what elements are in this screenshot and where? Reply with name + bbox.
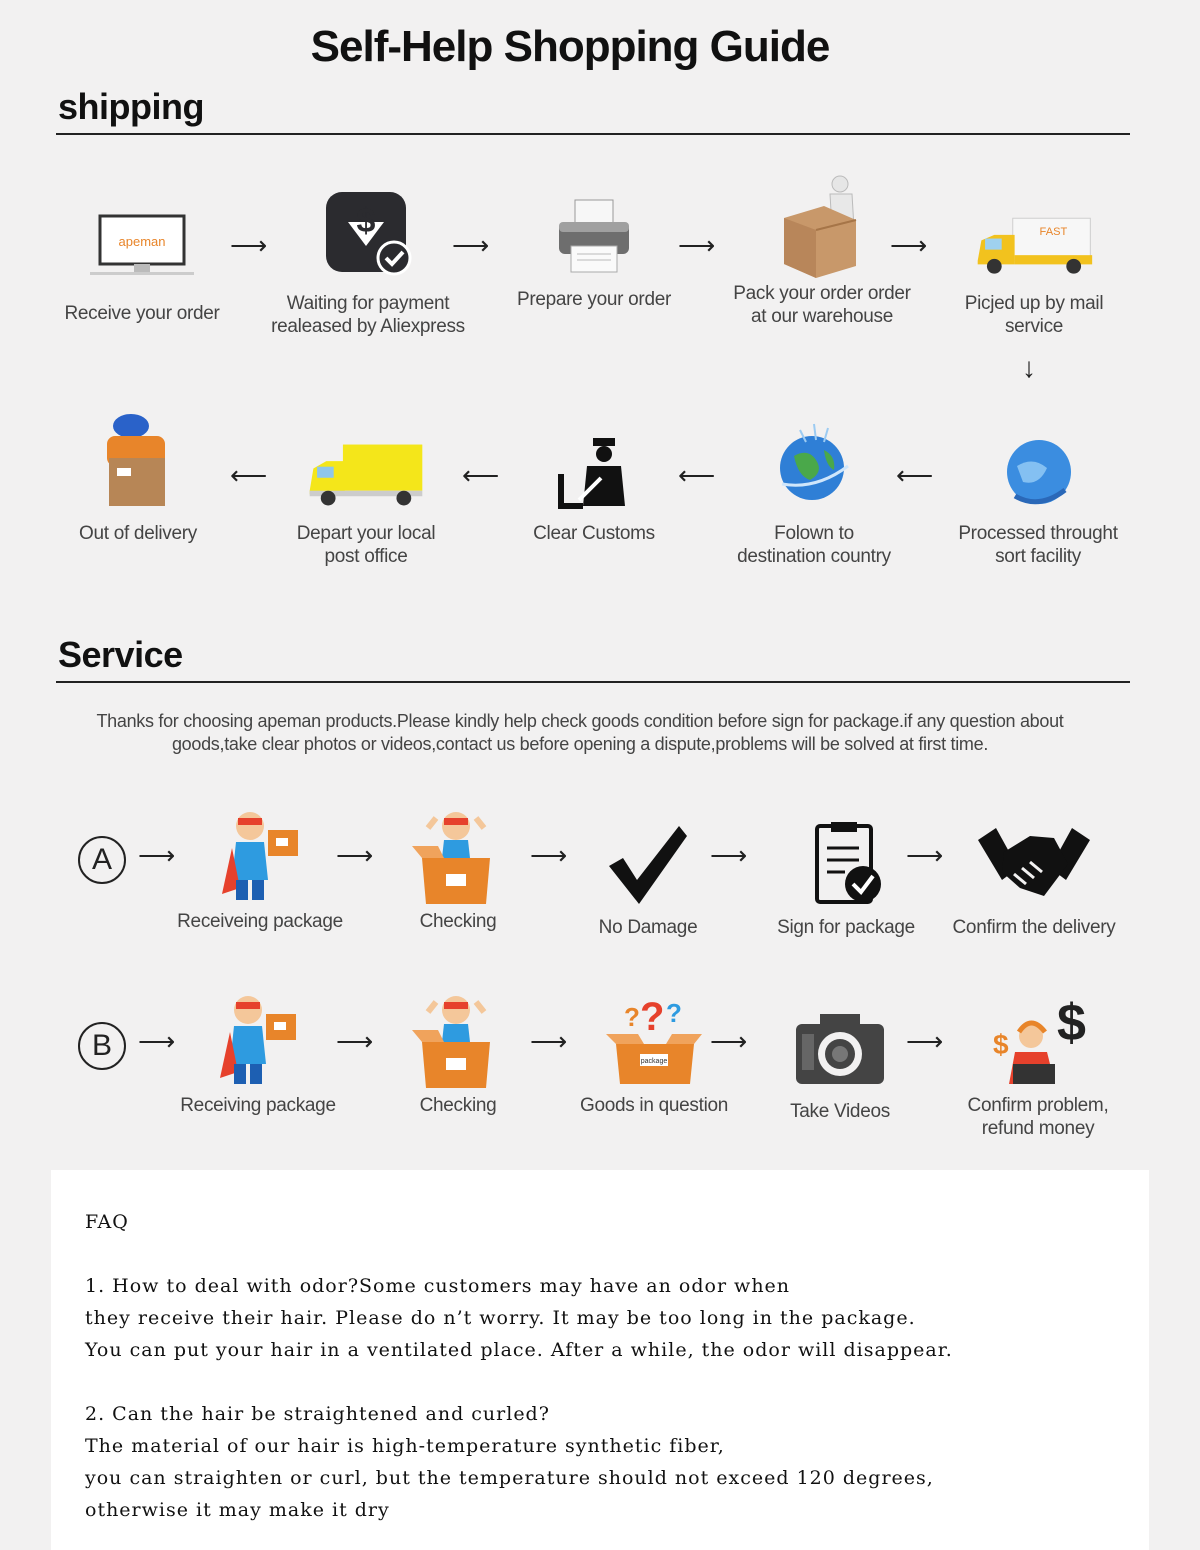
step-label: Folown to xyxy=(774,523,854,544)
step-a-sign xyxy=(746,808,946,939)
step-b-take-videos xyxy=(740,992,940,1123)
globe-plane-icon xyxy=(754,410,874,510)
svg-text:package: package xyxy=(640,1058,668,1065)
step-label: Receiveing package xyxy=(177,911,343,932)
arrow-right: ⟶ xyxy=(890,230,928,260)
faq-line: The material of our hair is high-temperature synthetic fiber, xyxy=(85,1435,725,1457)
arrow-right: ⟶ xyxy=(678,230,716,260)
monitor-icon xyxy=(82,180,202,280)
step-label: Clear Customs xyxy=(533,523,655,544)
arrow-left: ⟵ xyxy=(230,460,268,490)
hero-in-box-icon xyxy=(398,808,518,908)
svg-text:FAST: FAST xyxy=(1039,225,1068,238)
arrow-right: ⟶ xyxy=(710,1026,748,1056)
faq-line: they receive their hair. Please do n’t worry. It may be too long in the package. xyxy=(85,1307,916,1329)
hero-box-icon xyxy=(200,808,320,908)
step-label: at our warehouse xyxy=(750,306,893,327)
svg-text:?: ? xyxy=(624,1002,640,1032)
step-label: Receive your order xyxy=(64,303,220,324)
faq-line: 1. How to deal with odor?Some customers may have an odor when xyxy=(85,1275,791,1297)
step-label: Checking xyxy=(419,1095,497,1116)
step-out-of-delivery xyxy=(38,410,238,545)
svg-text:$: $ xyxy=(993,1029,1009,1060)
step-label: Goods in question xyxy=(579,1095,729,1116)
step-depart-post-office xyxy=(266,410,466,568)
printer-icon xyxy=(534,180,654,280)
van-icon xyxy=(306,410,426,510)
arrow-right: ⟶ xyxy=(530,840,568,870)
row-a-marker: A xyxy=(78,836,126,884)
page-title: Self-Help Shopping Guide xyxy=(310,22,830,71)
faq-line: otherwise it may make it dry xyxy=(85,1499,390,1521)
step-b-checking xyxy=(358,992,558,1117)
courier-icon xyxy=(78,410,198,510)
question-box-icon xyxy=(594,992,714,1092)
step-label: realeased by Aliexpress xyxy=(271,316,465,337)
svg-text:$: $ xyxy=(356,202,376,240)
arrow-right: ⟶ xyxy=(452,230,490,260)
step-label: Out of delivery xyxy=(79,523,197,544)
arrow-right: ⟶ xyxy=(138,1026,176,1056)
faq-heading: FAQ xyxy=(85,1211,129,1233)
step-flown-destination xyxy=(714,410,914,568)
step-label: Waiting for payment xyxy=(286,293,450,314)
arrow-right: ⟶ xyxy=(230,230,268,260)
arrow-left: ⟵ xyxy=(896,460,934,490)
customs-icon xyxy=(534,410,654,510)
step-waiting-payment xyxy=(268,180,468,338)
step-label: refund money xyxy=(981,1118,1095,1139)
shipping-divider xyxy=(56,133,1130,135)
step-label: sort facility xyxy=(995,546,1081,567)
checkmark-icon xyxy=(588,808,708,908)
faq-line: You can put your hair in a ventilated place. After a while, the odor will disappear. xyxy=(85,1339,953,1361)
arrow-right: ⟶ xyxy=(906,1026,944,1056)
arrow-left: ⟵ xyxy=(462,460,500,490)
faq-line: 2. Can the hair be straightened and curled? xyxy=(85,1403,550,1425)
svg-text:$: $ xyxy=(1057,994,1086,1052)
hero-in-box-icon xyxy=(398,992,518,1092)
shipping-heading: shipping xyxy=(58,86,204,127)
arrow-left: ⟵ xyxy=(678,460,716,490)
arrow-right: ⟶ xyxy=(530,1026,568,1056)
hero-box-icon xyxy=(198,992,318,1092)
step-clear-customs xyxy=(494,410,694,545)
step-label: Receiving package xyxy=(180,1095,336,1116)
step-label: post office xyxy=(324,546,408,567)
step-label: Prepare your order xyxy=(516,289,672,310)
arrow-right: ⟶ xyxy=(906,840,944,870)
service-heading: Service xyxy=(58,634,183,675)
support-money-icon xyxy=(978,992,1098,1092)
clipboard-check-icon xyxy=(786,808,906,908)
arrow-right: ⟶ xyxy=(138,840,176,870)
intro-line: Thanks for choosing apeman products.Please kindly help check goods condition before sign for package.if any question about xyxy=(96,711,1064,731)
svg-text:apeman: apeman xyxy=(118,234,166,249)
step-label: Confirm the delivery xyxy=(952,917,1116,938)
svg-text:?: ? xyxy=(666,998,682,1028)
step-a-no-damage xyxy=(548,808,748,939)
step-processed-sort xyxy=(938,410,1138,568)
step-picked-up xyxy=(934,180,1134,338)
faq-line: you can straighten or curl, but the temperature should not exceed 120 degrees, xyxy=(85,1467,934,1489)
service-divider xyxy=(56,681,1130,683)
step-label: Take Videos xyxy=(790,1101,890,1122)
faq-panel xyxy=(51,1170,1149,1550)
step-label: No Damage xyxy=(598,917,698,938)
step-a-receiving xyxy=(160,808,360,933)
intro-line: goods,take clear photos or videos,contact us before opening a dispute,problems will be solved at first time. xyxy=(171,734,989,754)
step-label: Depart your local xyxy=(296,523,436,544)
step-label: Checking xyxy=(419,911,497,932)
svg-text:?: ? xyxy=(640,995,665,1039)
arrow-down: ↓ xyxy=(1022,352,1036,383)
step-prepare-order xyxy=(494,180,694,311)
step-b-receiving xyxy=(158,992,358,1117)
step-a-confirm xyxy=(934,808,1134,939)
package-icon xyxy=(762,180,882,280)
arrow-right: ⟶ xyxy=(336,1026,374,1056)
handshake-icon xyxy=(974,808,1094,908)
step-label: Pack your order order xyxy=(733,283,911,304)
step-label: Processed throught xyxy=(958,523,1118,544)
step-label: Picjed up by mail service xyxy=(964,293,1104,337)
step-receive-order xyxy=(42,180,242,325)
step-label: destination country xyxy=(737,546,891,567)
step-label: Sign for package xyxy=(777,917,915,938)
payment-icon xyxy=(308,180,428,280)
truck-icon xyxy=(974,180,1094,280)
globe-icon xyxy=(978,410,1098,510)
step-a-checking xyxy=(358,808,558,933)
arrow-right: ⟶ xyxy=(710,840,748,870)
service-intro xyxy=(70,710,1090,756)
step-b-confirm-refund xyxy=(938,992,1138,1140)
row-b-marker: B xyxy=(78,1022,126,1070)
step-label: Confirm problem, xyxy=(967,1095,1109,1116)
arrow-right: ⟶ xyxy=(336,840,374,870)
camera-icon xyxy=(780,992,900,1092)
